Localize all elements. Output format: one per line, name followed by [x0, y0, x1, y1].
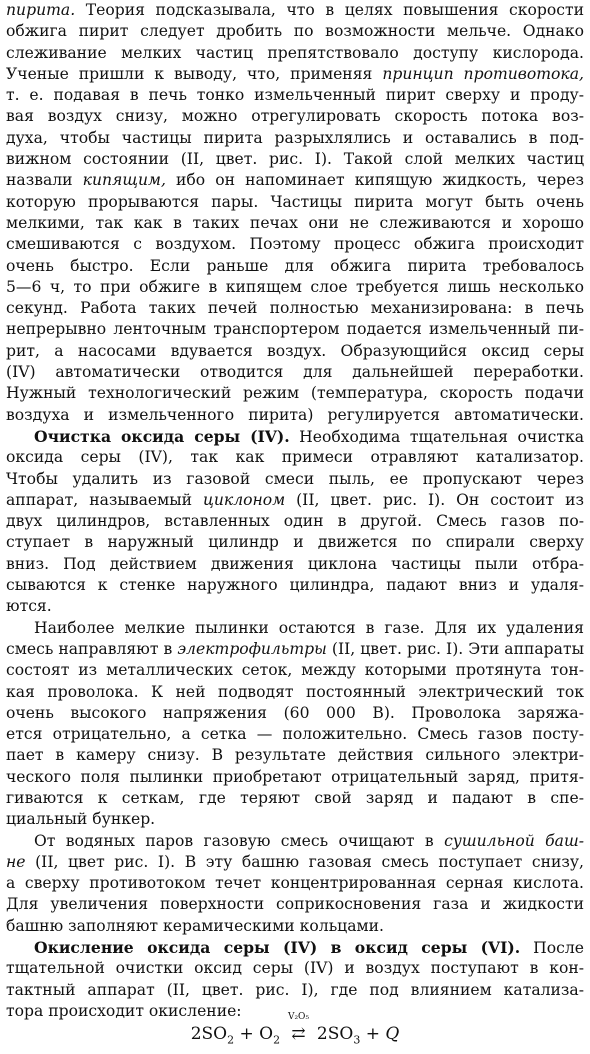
text-line — [6, 724, 584, 745]
text-segment: оксида серы (IV), так как примеси отравляют катализатор. — [6, 448, 584, 467]
text-line — [6, 170, 584, 191]
text-segment: Необходима тщательная очистка — [289, 427, 584, 446]
text-segment: (II, цвет рис. I). В эту башню газовая смесь поступает снизу, — [25, 852, 584, 871]
chemical-equation — [6, 1012, 584, 1054]
text-segment: обжига пирит следует дробить по возможности мельче. Однако — [6, 22, 584, 41]
paragraph-kipyashchiy-sloy — [6, 0, 584, 426]
paragraph-ochistka-ciklon — [6, 426, 584, 618]
text-line — [6, 916, 584, 937]
text-segment: аппарат, называемый — [6, 490, 203, 509]
equation-oxygen-subscript: 2 — [273, 1033, 281, 1047]
section-heading: Очистка оксида серы (IV). — [34, 426, 290, 446]
text-segment: От водяных паров газовую смесь очищают в — [34, 831, 445, 850]
text-segment: ческого поля пылинки приобретают отрицательный заряд, притя- — [6, 767, 584, 786]
text-line — [6, 660, 584, 681]
text-line — [6, 213, 584, 234]
equation-lhs: 2SO — [190, 1024, 228, 1045]
italic-term: сушильной баш- — [444, 831, 584, 850]
text-segment: После — [520, 939, 585, 958]
equation-rhs-subscript: 3 — [353, 1033, 361, 1047]
text-segment: смешиваются с воздухом. Поэтому процесс обжига происходит — [6, 235, 584, 254]
text-segment: очень высокого напряжения (60 000 В). Проволока заряжа- — [6, 703, 584, 722]
text-segment: вая воздух снизу, можно отрегулировать скорость потока воз- — [6, 107, 584, 126]
text-line — [6, 21, 584, 42]
text-segment: (IV) автоматически отводится для дальнейшей переработки. — [6, 363, 584, 382]
text-line — [6, 788, 584, 809]
text-line — [6, 490, 584, 511]
equilibrium-arrow — [286, 1012, 312, 1045]
text-line — [6, 618, 584, 639]
text-line — [6, 958, 584, 979]
text-segment: двух цилиндров, вставленных один в другой. Смесь газов по- — [6, 512, 584, 531]
equation-heat-q: Q — [385, 1024, 400, 1045]
text-line — [6, 319, 584, 340]
equation-rhs: 2SO — [316, 1024, 354, 1045]
text-segment: ибо он напоминает кипящую жидкость, через — [165, 171, 585, 190]
text-segment: смесь направляют в — [6, 639, 178, 658]
text-segment: Нужный технологический режим (температура, скорость подачи — [6, 384, 584, 403]
text-segment: которую прорываются пары. Частицы пирита могут быть очень — [6, 192, 584, 211]
text-segment: вижном состоянии (II, цвет. рис. I). Такой слой мелких частиц — [6, 150, 584, 169]
text-line — [6, 745, 584, 766]
text-line — [6, 873, 584, 894]
text-segment: ется отрицательно, а сетка — положительно. Смесь газов посту- — [6, 725, 584, 744]
italic-term: не — [6, 852, 26, 871]
text-line — [6, 554, 584, 575]
italic-term: пирита. — [6, 1, 76, 19]
text-line — [6, 767, 584, 788]
text-line — [6, 277, 584, 298]
text-segment: Ученые пришли к выводу, что, применяя — [6, 64, 383, 83]
text-segment: башню заполняют керамическими кольцами. — [6, 916, 384, 935]
section-heading: Окисление оксида серы (IV) в оксид серы (VI). — [34, 938, 521, 958]
text-segment: циальный бункер. — [6, 810, 156, 829]
text-segment: секунд. Работа таких печей полностью механизирована: в печь — [6, 299, 584, 318]
text-segment: состоят из металлических сеток, между которыми протянута тон- — [6, 661, 584, 680]
text-segment: кая проволока. К ней подводят постоянный электрический ток — [6, 682, 584, 701]
text-line — [6, 575, 584, 596]
text-line — [6, 298, 584, 319]
italic-term: принцип противотока, — [382, 64, 584, 83]
text-segment: Чтобы удалить из газовой смеси пыль, ее пропускают через — [6, 469, 584, 488]
text-line — [6, 256, 584, 277]
text-line — [6, 192, 584, 213]
text-line — [6, 703, 584, 724]
text-segment: очень быстро. Если раньше для обжига пирита требовалось — [6, 256, 584, 275]
text-line — [6, 532, 584, 553]
text-segment: ются. — [6, 597, 52, 616]
text-line — [6, 85, 584, 106]
equation-plus: + — [360, 1024, 386, 1045]
text-segment: тщательной очистки оксид серы (IV) и воздух поступают в кон- — [6, 959, 584, 978]
text-segment: непрерывно ленточным транспортером подается измельченный пи- — [6, 320, 584, 339]
text-line — [6, 64, 584, 85]
text-segment: вниз. Под действием движения циклона частицы пыли отбра- — [6, 554, 584, 573]
text-line — [6, 447, 584, 468]
text-line — [6, 383, 584, 404]
text-line — [6, 682, 584, 703]
text-line — [6, 106, 584, 127]
text-line — [6, 426, 584, 447]
text-line — [6, 362, 584, 383]
text-line — [6, 405, 584, 426]
text-line — [6, 894, 584, 915]
text-line — [6, 809, 584, 830]
text-segment: сываются к стенке наружного цилиндра, падают вниз и удаля- — [6, 576, 584, 595]
text-line — [6, 639, 584, 660]
text-line — [6, 149, 584, 170]
equation-lhs-subscript: 2 — [227, 1033, 235, 1047]
paragraph-okislenie — [6, 937, 584, 1022]
text-segment: Для увеличения поверхности соприкосновения газа и жидкости — [6, 895, 584, 914]
text-line — [6, 852, 584, 873]
text-segment: пает в камеру снизу. В результате действия сильного электри- — [6, 746, 584, 765]
italic-term: электрофильтры — [177, 639, 327, 658]
text-segment: тактный аппарат (II, цвет. рис. I), где под влиянием катализа- — [6, 980, 584, 999]
text-line — [6, 128, 584, 149]
italic-term: кипящим, — [82, 171, 166, 190]
text-segment: гиваются к сеткам, где теряют свой заряд и падают в спе- — [6, 788, 584, 807]
text-segment: т. е. подавая в печь тонко измельченный пирит сверху и проду- — [6, 86, 584, 105]
text-line — [6, 980, 584, 1001]
text-segment: мелкими, так как в таких печах они не слеживаются и хорошо — [6, 213, 584, 232]
text-segment: слеживание мелких частиц препятствовало доступу кислорода. — [6, 43, 584, 62]
text-line — [6, 234, 584, 255]
text-segment: воздуха и измельченного пирита) регулируется автоматически. — [6, 405, 584, 424]
text-segment: Наиболее мелкие пылинки остаются в газе. Для их удаления — [34, 618, 584, 637]
text-line — [6, 596, 584, 617]
text-segment: ступает в наружный цилиндр и движется по спирали сверху — [6, 533, 584, 552]
text-segment: 5—6 ч, то при обжиге в кипящем слое требуется лишь несколько — [6, 277, 584, 296]
equation-plus-oxygen: + O — [234, 1024, 274, 1045]
paragraph-sushilnaya-bashnya — [6, 831, 584, 937]
text-line — [6, 469, 584, 490]
text-segment: тора происходит окисление: — [6, 1001, 242, 1020]
text-line — [6, 831, 584, 852]
text-line — [6, 0, 584, 21]
arrow-symbol: ⇄ — [291, 1024, 306, 1045]
text-segment: рит, а насосами вдувается воздух. Образующийся оксид серы — [6, 341, 584, 360]
text-line — [6, 511, 584, 532]
italic-term: циклоном — [202, 490, 286, 509]
text-segment: назвали — [6, 171, 83, 190]
text-segment: духа, чтобы частицы пирита разрыхлялись и оставались в под- — [6, 128, 584, 147]
textbook-page — [6, 0, 585, 1047]
text-segment: (II, цвет. рис. I). Он состоит из — [285, 490, 584, 509]
text-line — [6, 341, 584, 362]
text-line — [6, 937, 584, 958]
text-line — [6, 43, 584, 64]
text-segment: (II, цвет. рис. I). Эти аппараты — [326, 639, 584, 658]
text-segment: Теория подсказывала, что в целях повышения скорости — [75, 1, 584, 19]
catalyst-label: V₂O₅ — [287, 1012, 310, 1023]
text-segment: а сверху противотоком течет концентрированная серная кислота. — [6, 874, 584, 893]
paragraph-elektrofiltry — [6, 618, 584, 831]
